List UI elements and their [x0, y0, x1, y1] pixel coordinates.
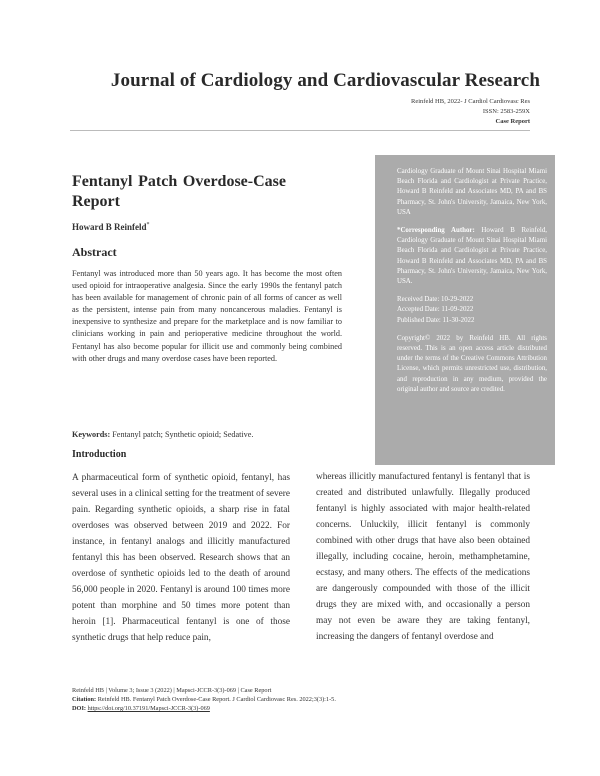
intro-right-column: whereas illicitly manufactured fentanyl is fentanyl that is created and distributed unlawfully. Illegally produced fentanyl is highly associated with major health-related concerns. Unluckily, illicit fentanyl is commonly combined with other drugs that have also been obtained illegally, including cocaine, heroin, methamphetamine, ecstasy, and many others. The effects of the medications are dangerously compounded with those of the illicit drugs they are mixed with, and occasionally a person may not even be aware they are taking fentanyl, increasing the dangers of fentanyl overdose and: [316, 472, 530, 642]
keywords-label: Keywords:: [72, 430, 111, 439]
footer-volume: Reinfeld HB | Volume 3; Issue 3 (2022) | Mapsci-JCCR-3(3)-069 | Case Report: [72, 687, 272, 694]
accepted-date: Accepted Date: 11-09-2022: [397, 306, 474, 314]
article-title: Fentanyl Patch Overdose-Case Report: [72, 173, 286, 210]
abstract-text: Fentanyl was introduced more than 50 years ago. It has become the most often used opioid for intraoperative analgesia. Since the early 1990s the fentanyl patch has been available for management of chronic pain of all forms of cancer as well as the persistent, intense pain from many noncancerous maladies. Fentanyl is inexpensive to synthesize and prepare for the marketplace and is now familiar to clinicians working in pain and perioperative medicine throughout the world. Fentanyl has also become popular for illicit use and commonly being combined with other drugs and many overdose cases have been reported.: [72, 269, 342, 363]
author-name: Howard B Reinfeld: [72, 222, 147, 232]
footer-doi: [72, 705, 210, 712]
citation-short: Reinfeld HB, 2022- J Cardiol Cardiovasc Res: [411, 98, 530, 105]
citation-text: Reinfeld HB. Fentanyl Patch Overdose-Case Report. J Cardiol Cardiovasc Res. 2022;3(3):1-5.: [96, 696, 336, 703]
affiliation: Cardiology Graduate of Mount Sinai Hospital Miami Beach Florida and Cardiologist at Private Practice, Howard B Reinfeld and Associates MD, PA and BS Pharmacy, St. John's University, Jamaica, New York, USA: [397, 168, 547, 216]
corresponding-label: *Corresponding Author:: [397, 227, 475, 235]
article-type: Case Report: [495, 118, 530, 125]
keywords-text: Fentanyl patch; Synthetic opioid; Sedative.: [110, 430, 254, 439]
corresponding-text: Howard B Reinfeld, Cardiology Graduate of Mount Sinai Hospital Miami Beach Florida and Cardiologist at Private Practice, Howard B Reinfeld and Associates MD, PA and BS Pharmacy, St. John's University, Jamaica, New York, USA.: [397, 227, 547, 286]
author-sup: *: [146, 222, 150, 228]
published-date: Published Date: 11-30-2022: [397, 316, 475, 324]
doi-label: DOI:: [72, 705, 86, 712]
corresponding-author: [397, 226, 547, 287]
author-info-sidebar: [375, 155, 555, 465]
citation-label: Citation:: [72, 696, 97, 703]
issn: ISSN: 2583-259X: [482, 108, 530, 115]
doi-link[interactable]: https://doi.org/10.37191/Mapsci-JCCR-3(3)-069: [87, 705, 210, 712]
journal-title: Journal of Cardiology and Cardiovascular Research: [110, 70, 540, 91]
received-date: Received Date: 10-29-2022: [397, 296, 474, 304]
introduction-heading: Introduction: [72, 449, 127, 460]
header-divider: [70, 130, 530, 131]
intro-left-column: A pharmaceutical form of synthetic opioid, fentanyl, has several uses in a clinical setting for the treatment of severe pain. Regarding synthetic opioids, a sharp rise in fatal overdoses was observed between 2019 and 2022. For instance, in fentanyl analogs and illicitly manufactured fentanyl this has been observed. Research shows that an overdose of synthetic opioids led to the death of around 56,000 people in 2020. Fentanyl is around 100 times more potent than morphine and 50 times more potent than heroin [1]. Pharmaceutical fentanyl is one of those synthetic drugs that help reduce pain,: [72, 473, 290, 643]
author-line: [72, 222, 150, 232]
abstract-heading: Abstract: [72, 245, 117, 259]
copyright: Copyright© 2022 by Reinfeld HB. All rights reserved. This is an open access article distributed under the terms of the Creative Commons Attribution License, which permits unrestricted use, distribution, and reproduction in any medium, provided the original author and source are credited.: [397, 334, 547, 393]
keywords: [72, 430, 352, 439]
footer-citation: [72, 696, 336, 703]
